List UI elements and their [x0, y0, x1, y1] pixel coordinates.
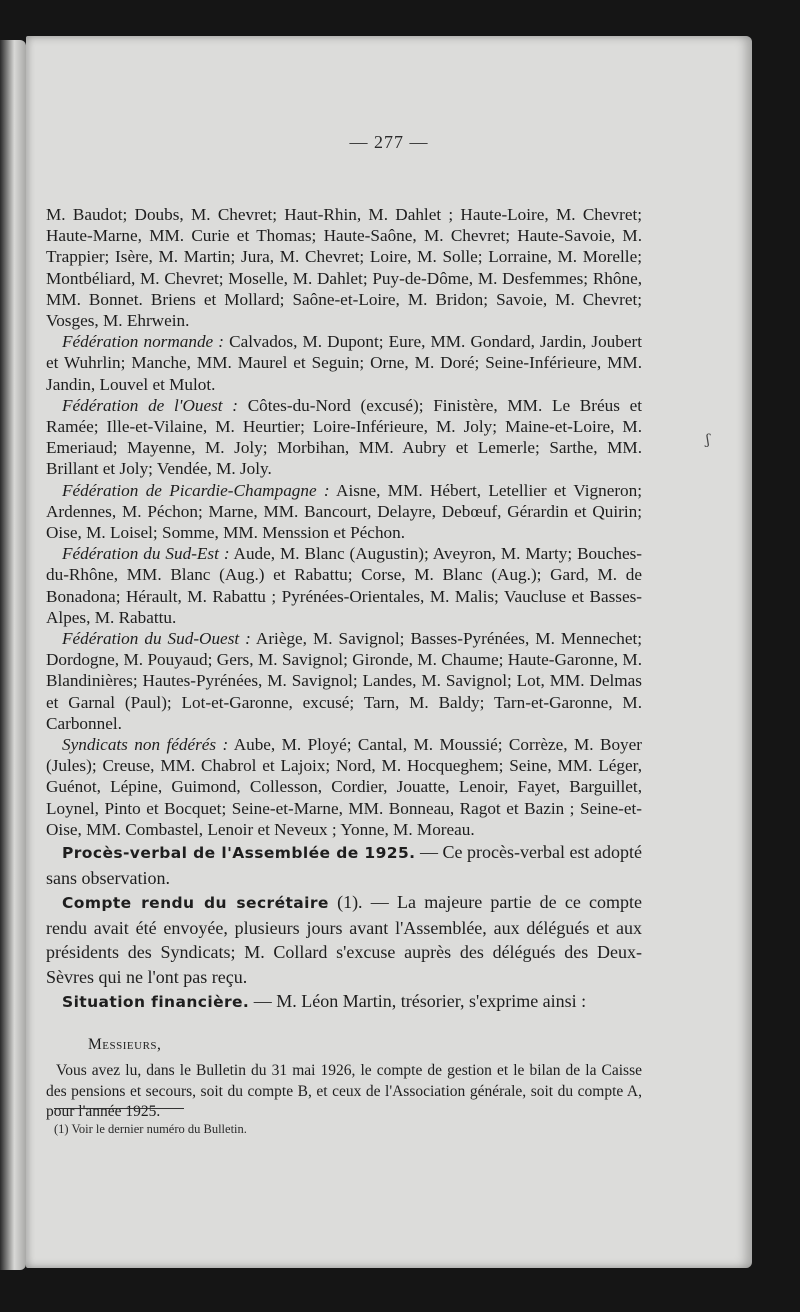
letter-salutation: Messieurs, [88, 1035, 162, 1053]
section-compte-rendu [46, 890, 642, 989]
federation-label: Fédération du Sud-Ouest : [62, 629, 251, 649]
federation-paragraph [46, 331, 642, 395]
federation-text: Ariège, M. Savignol; Basses-Pyrénées, M. Mennechet; Dordogne, M. Pouyaud; Gers, M. Savignol; Gironde, M. Chaume; Haute-Garonne, M. Blandinières; Hautes-Pyrénées, M. Savignol; Landes, M. Savignol; Lot, MM. Delmas et Garnal (Paul); Lot-et-Garonne, excusé; Tarn, M. Baldy; Tarn-et-Garonne, M. Carbonnel. [46, 629, 642, 733]
page-content [46, 132, 642, 1123]
section-heading: Procès-verbal de l'Assemblée de 1925. [62, 844, 416, 863]
footnote: (1) Voir le dernier numéro du Bulletin. [54, 1122, 247, 1136]
book-page [26, 36, 752, 1268]
federation-text: M. Baudot; Doubs, M. Chevret; Haut-Rhin, M. Dahlet ; Haute-Loire, M. Chevret; Haute-Marne, MM. Curie et Thomas; Haute-Saône, M. Chevret; Haute-Savoie, M. Trappier; Isère, M. Martin; Jura, M. Chevret; Loire, M. Solle; Lorraine, M. Morelle; Montbéliard, M. Chevret; Moselle, M. Dahlet; Puy-de-Dôme, M. Desfemmes; Rhône, MM. Bonnet. Briens et Mollard; Saône-et-Loire, M. Bridon; Savoie, M. Chevret; Vosges, M. Ehrwein. [46, 205, 642, 331]
federation-text: Côtes-du-Nord (excusé); Finistère, MM. Le Bréus et Ramée; Ille-et-Vilaine, M. Heurtier; Loire-Inférieure, M. Joly; Maine-et-Loire, M. Emeriaud; Mayenne, M. Joly; Morbihan, MM. Aubry et Lemerle; Sarthe, MM. Brillant et Joly; Vendée, M. Joly. [46, 395, 642, 479]
federation-label: Fédération du Sud-Est : [62, 544, 230, 564]
letter-body: Vous avez lu, dans le Bulletin du 31 mai 1926, le compte de gestion et le bilan de la Caisse des pensions et secours, soit du compte B, et ceux de l'Association générale, soit du compte A, pour l'année 1925. [46, 1062, 642, 1121]
federation-text: Aude, M. Blanc (Augustin); Aveyron, M. Marty; Bouches-du-Rhône, MM. Blanc (Aug.) et Rabattu; Corse, M. Blanc (Aug.); Gard, M. de Bonadona; Hérault, M. Rabattu ; Pyrénées-Orientales, M. Malis; Vaucluse et Basses-Alpes, M. Rabattu. [46, 544, 643, 627]
margin-pencil-mark: ʃ [706, 432, 710, 448]
federation-paragraph [46, 628, 642, 734]
delegates-list [46, 204, 642, 840]
treasurer-letter [46, 1035, 642, 1123]
federation-paragraph [46, 543, 642, 628]
federation-text: Aisne, MM. Hébert, Letellier et Vigneron; Ardennes, M. Péchon; Marne, MM. Bancourt, Delayre, Debœuf, Gérardin et Quirin; Oise, M. Loisel; Somme, MM. Menssion et Péchon. [46, 480, 643, 543]
federation-label: Fédération de l'Ouest : [62, 395, 238, 415]
section-heading: Situation financière. [62, 993, 250, 1012]
page-number-text: — 277 — [349, 132, 429, 152]
section-text: — Ce procès-verbal est adopté sans observation. [46, 842, 642, 888]
section-proces-verbal [46, 840, 642, 890]
federation-paragraph [46, 480, 642, 544]
federation-text: Aube, M. Ployé; Cantal, M. Moussié; Corrèze, M. Boyer (Jules); Creuse, MM. Chabrol et Lajoix; Nord, M. Hocqueghem; Seine, MM. Léger, Guénot, Lépine, Guimond, Collesson, Cordier, Jouatte, Lenoir, Fayet, Barguillet, Loynel, Pinto et Bocquet; Seine-et-Marne, MM. Bonneau, Ragot et Bazin ; Seine-et-Oise, MM. Combastel, Lenoir et Neveux ; Yonne, M. Moreau. [46, 735, 642, 839]
federation-paragraph [46, 395, 642, 480]
section-heading: Compte rendu du secrétaire [62, 894, 329, 913]
section-text: (1). — La majeure partie de ce compte rendu avait été envoyée, plusieurs jours avant l'Assemblée, aux délégués et aux présidents des Syndicats; M. Collard s'excuse auprès des délégués des Deux-Sèvres qui ne l'ont pas reçu. [46, 892, 643, 987]
federation-paragraph [46, 204, 642, 331]
section-situation-financiere [46, 989, 642, 1015]
section-text: — M. Léon Martin, trésorier, s'exprime ainsi : [249, 991, 587, 1012]
federation-label: Fédération normande : [62, 332, 225, 352]
footnote-divider [54, 1108, 184, 1109]
federation-paragraph [46, 734, 642, 840]
federation-text: Calvados, M. Dupont; Eure, MM. Gondard, Jardin, Joubert et Wuhrlin; Manche, MM. Maurel et Seguin; Orne, M. Doré; Seine-Inférieure, MM. Jandin, Louvel et Mulot. [46, 332, 642, 394]
federation-label: Fédération de Picardie-Champagne : [62, 480, 330, 500]
federation-label: Syndicats non fédérés : [62, 735, 229, 755]
left-page-edge [0, 40, 26, 1270]
